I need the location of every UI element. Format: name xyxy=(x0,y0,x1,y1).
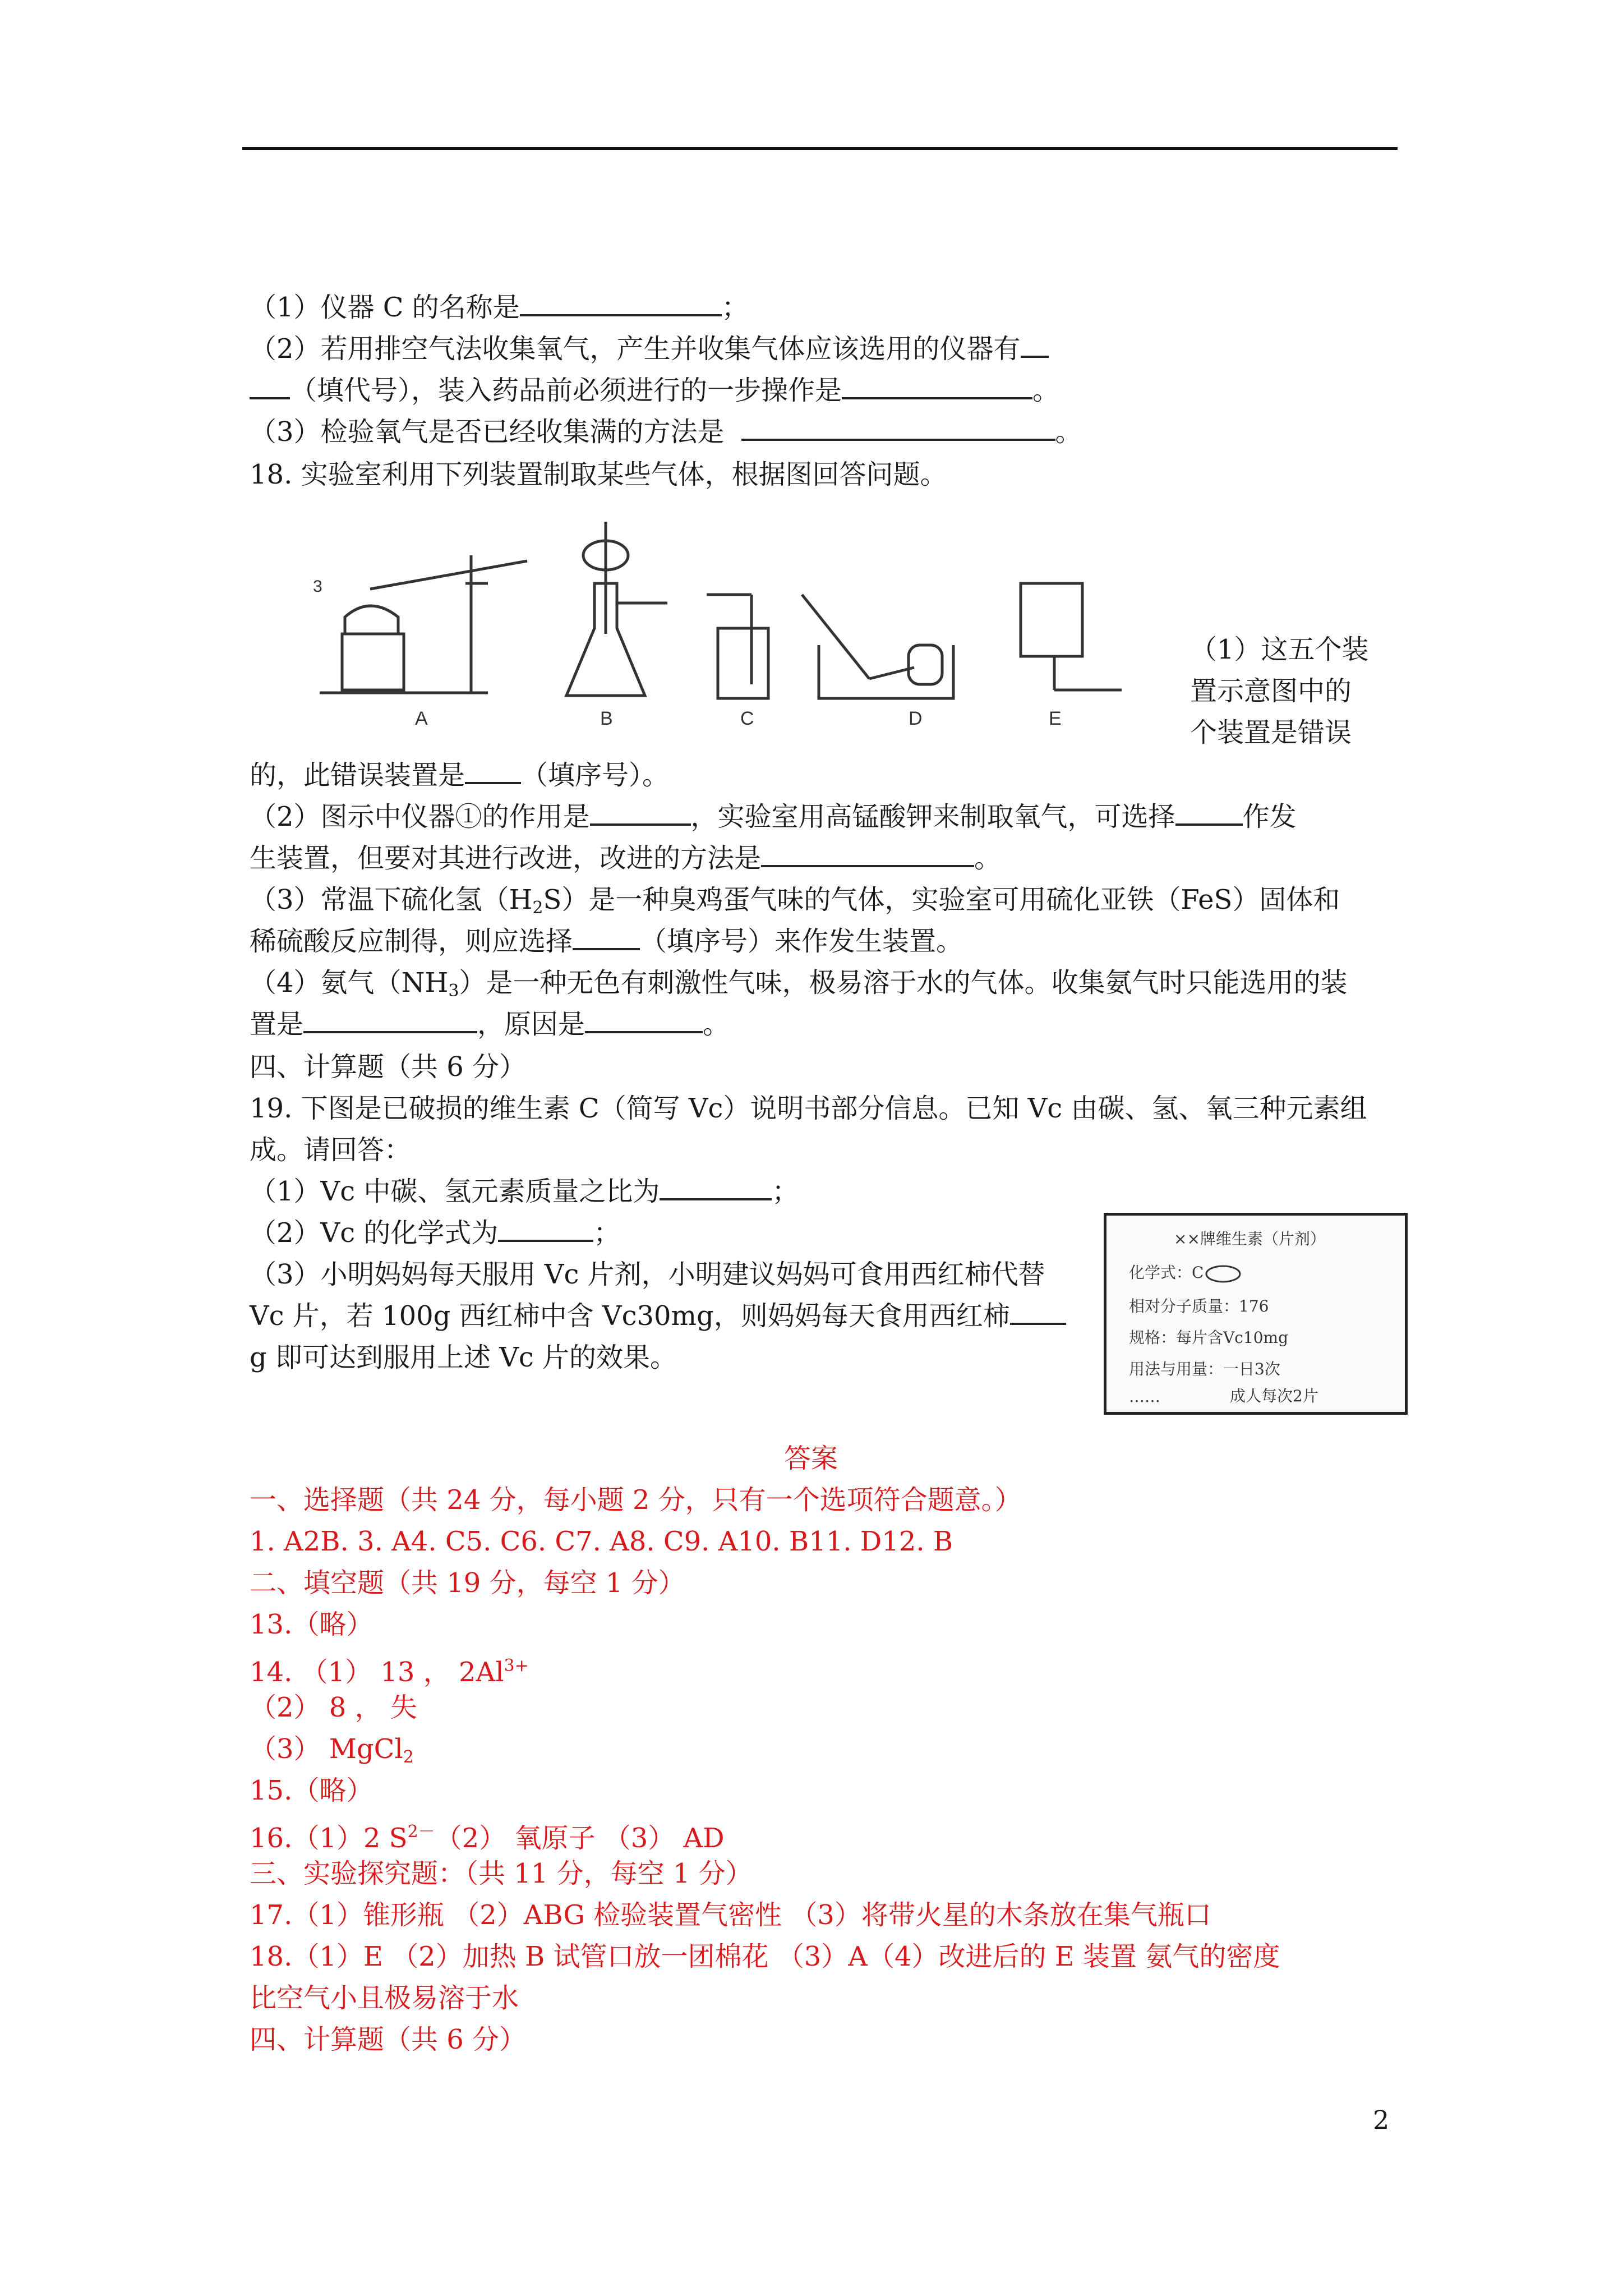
vitamin-c-label-image xyxy=(1104,1213,1408,1415)
answers-choice-list: 1. A2B. 3. A4. C5. C6. C7. A8. C9. A10. B11. D12. B xyxy=(250,1526,953,1557)
q19-line-6: Vc 片，若 100g 西红柿中含 Vc30mg，则妈妈每天食用西红柿 xyxy=(250,1299,1066,1333)
q17-line-3: （填代号），装入药品前必须进行的一步操作是 。 xyxy=(250,374,1059,407)
fig-label-a: A xyxy=(415,708,428,729)
answer-18: 18.（1）E （2）加热 B 试管口放一团棉花 （3）A（4）改进后的 E 装置 氨气的密度 xyxy=(250,1941,1280,1972)
q19-line-4: （2）Vc 的化学式为 ； xyxy=(250,1217,621,1249)
fig-label-e: E xyxy=(1049,708,1062,729)
label-formula: 化学式：C xyxy=(1129,1260,1243,1283)
label-usage: 用法与用量：一日3次 xyxy=(1129,1360,1280,1378)
q18-line-1: 的，此错误装置是 （填序号）。 xyxy=(250,760,670,791)
q17-line-2: （2）若用排空气法收集氧气，产生并收集气体应该选用的仪器有 xyxy=(250,332,1049,366)
answers-section-3: 三、实验探究题：（共 11 分，每空 1 分） xyxy=(250,1858,753,1889)
fig-label-d: D xyxy=(909,708,923,729)
section-4-heading: 四、计算题（共 6 分） xyxy=(250,1051,527,1083)
header-rule xyxy=(242,147,1398,150)
q18-line-7: 置是 ，原因是 。 xyxy=(250,1009,730,1040)
answers-section-2: 二、填空题（共 19 分，每空 1 分） xyxy=(250,1567,685,1599)
q19-line-2: 成。请回答： xyxy=(250,1134,412,1166)
answer-13: 13.（略） xyxy=(250,1609,374,1640)
q18-line-3: 生装置，但要对其进行改进，改进的方法是 。 xyxy=(250,843,1002,874)
q18-line-2: （2）图示中仪器①的作用是 ，实验室用高锰酸钾来制取氧气，可选择 作发 xyxy=(250,801,1297,832)
answer-18-cont: 比空气小且极易溶于水 xyxy=(250,1982,519,2014)
q17-line-1: （1）仪器 C 的名称是 ； xyxy=(250,292,749,323)
answer-15: 15.（略） xyxy=(250,1775,374,1806)
q19-line-1: 19. 下图是已破损的维生素 C（简写 Vc）说明书部分信息。已知 Vc 由碳、氢、氧三种元素组 xyxy=(250,1093,1367,1124)
q18-side-2: 置示意图中的 xyxy=(1190,675,1352,707)
q18-side-1: （1）这五个装 xyxy=(1190,634,1369,665)
answer-14-1: 14. （1） 13 ， $2Al^{3+}$ xyxy=(250,1656,529,1688)
q18-line-5: 稀硫酸反应制得，则应选择 （填序号）来作发生装置。 xyxy=(250,926,963,957)
answer-14-2: （2） 8 ， 失 xyxy=(250,1692,417,1723)
answer-16: 16.（1）2 $S^{2-}(2)$ 氧原子 （3） AD xyxy=(250,1822,725,1854)
answers-section-1: 一、选择题（共 24 分，每小题 2 分，只有一个选项符合题意。） xyxy=(250,1484,1022,1516)
answers-title: 答案 xyxy=(784,1443,838,1474)
fig-label-b: B xyxy=(600,708,613,729)
label-spec: 规格：每片含Vc10mg xyxy=(1129,1328,1289,1347)
label-title: ××牌维生素（片剂） xyxy=(1174,1230,1326,1248)
q19-line-3: （1）Vc 中碳、氢元素质量之比为 ； xyxy=(250,1176,799,1207)
answer-17: 17.（1）锥形瓶 （2）ABG 检验装置气密性 （3）将带火星的木条放在集气瓶口 xyxy=(250,1899,1211,1931)
q18-line-4: （3）常温下硫化氢$(H_2S)$是一种臭鸡蛋气味的气体，实验室可用硫化亚铁（FeS）固体和 xyxy=(250,884,1340,918)
fig-label-c: C xyxy=(740,708,754,729)
label-dots: …… xyxy=(1129,1387,1160,1406)
q19-line-5: （3）小明妈妈每天服用 Vc 片剂，小明建议妈妈可食用西红柿代替 xyxy=(250,1259,1045,1290)
q17-line-4: （3）检验氧气是否已经收集满的方法是 。 xyxy=(250,416,1082,448)
q19-line-7: g 即可达到服用上述 Vc 片的效果。 xyxy=(250,1342,677,1373)
q18-line-6: （4）氨气$(NH_3)$是一种无色有刺激性气味，极易溶于水的气体。收集氨气时只能选用的装 xyxy=(250,967,1348,1001)
q18-title: 18. 实验室利用下列装置制取某些气体，根据图回答问题。 xyxy=(250,459,947,490)
fig-number-label: 3 xyxy=(313,577,322,596)
answers-section-4: 四、计算题（共 6 分） xyxy=(250,2024,527,2055)
torn-blob-icon xyxy=(1204,1264,1243,1283)
label-mass: 相对分子质量：176 xyxy=(1129,1297,1269,1315)
page-number: 2 xyxy=(1373,2105,1390,2135)
apparatus-figure xyxy=(303,505,1133,729)
label-adult: 成人每次2片 xyxy=(1230,1387,1318,1405)
answer-14-3: （3） MgCl$_2$ xyxy=(250,1733,414,1767)
q18-side-3: 个装置是错误 xyxy=(1190,717,1352,748)
